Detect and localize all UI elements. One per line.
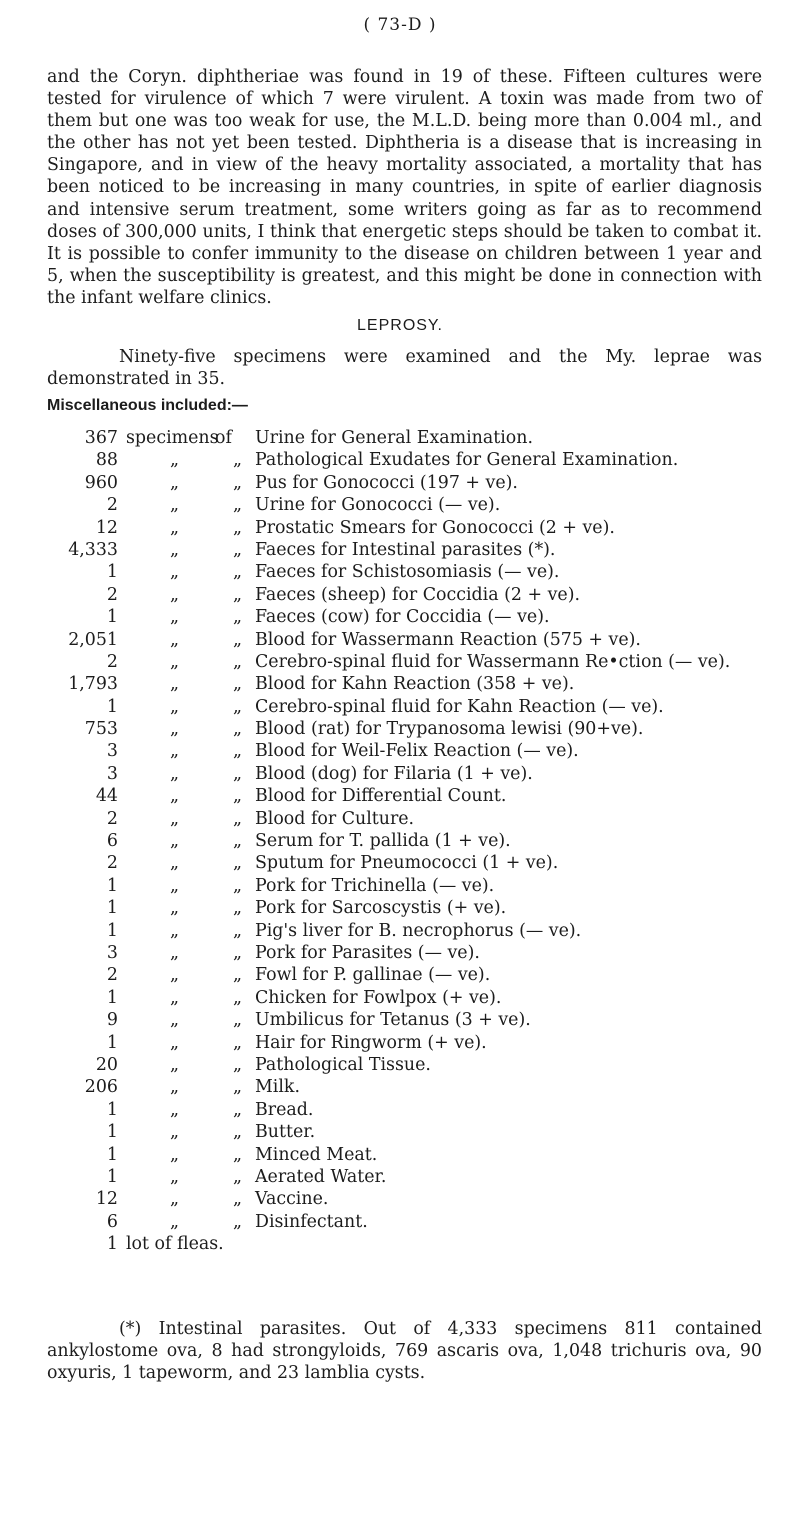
specimen-count: 2	[106, 495, 118, 516]
ditto-mark: „	[170, 741, 180, 762]
leprosy-paragraph: Ninety-five specimens were examined and the My. leprae was demonstrated in 35.	[47, 347, 762, 390]
ditto-mark: „	[233, 495, 243, 516]
specimen-count: 20	[95, 1054, 118, 1075]
ditto-mark: „	[233, 741, 243, 762]
specimen-count: 2,051	[68, 629, 118, 650]
specimen-description: Faeces (sheep) for Coccidia (2 + ve).	[255, 584, 581, 605]
ditto-mark: „	[233, 1189, 243, 1210]
ditto-mark: „	[170, 584, 180, 605]
specimen-count: 6	[106, 831, 118, 852]
specimen-count: 206	[84, 1077, 118, 1098]
specimen-count: 1	[106, 1099, 118, 1120]
specimen-description: lot of fleas.	[126, 1234, 224, 1255]
specimen-count: 1	[106, 875, 118, 896]
specimen-count: 753	[84, 719, 118, 740]
specimen-description: Blood for Kahn Reaction (358 + ve).	[255, 674, 575, 695]
page-number: ( 73-D )	[363, 15, 437, 35]
ditto-mark: „	[170, 607, 180, 628]
ditto-mark: „	[233, 450, 243, 471]
specimen-description: Blood for Differential Count.	[255, 786, 507, 807]
specimen-of: of	[215, 428, 232, 448]
specimen-description: Blood (dog) for Filaria (1 + ve).	[255, 763, 533, 784]
specimen-count: 1	[106, 1166, 118, 1187]
specimen-count: 2	[106, 965, 118, 986]
specimen-row	[0, 518, 800, 540]
specimen-row	[0, 585, 800, 607]
specimen-count: 88	[95, 450, 118, 471]
specimen-description: Disinfectant.	[255, 1211, 368, 1232]
specimen-row	[0, 943, 800, 965]
specimen-count: 9	[106, 1010, 118, 1031]
ditto-mark: „	[233, 1010, 243, 1031]
specimen-count: 1	[106, 607, 118, 628]
specimen-unit: specimens	[126, 428, 219, 448]
ditto-mark: „	[233, 808, 243, 829]
specimen-row	[0, 674, 800, 696]
ditto-mark: „	[233, 562, 243, 583]
specimen-count: 3	[106, 942, 118, 963]
specimen-count: 2	[106, 584, 118, 605]
ditto-mark: „	[170, 629, 180, 650]
specimen-description: Prostatic Smears for Gonococci (2 + ve).	[255, 517, 615, 538]
ditto-mark: „	[170, 1144, 180, 1165]
specimen-description: Faeces (cow) for Coccidia (— ve).	[255, 607, 550, 628]
specimen-description: Umbilicus for Tetanus (3 + ve).	[255, 1010, 531, 1031]
ditto-mark: „	[233, 831, 243, 852]
ditto-mark: „	[170, 965, 180, 986]
specimen-row	[0, 428, 800, 450]
specimen-description: Pig's liver for B. necrophorus (— ve).	[255, 920, 582, 941]
ditto-mark: „	[233, 696, 243, 717]
specimen-description: Pus for Gonococci (197 + ve).	[255, 472, 518, 493]
specimen-row	[0, 697, 800, 719]
specimen-description: Faeces for Schistosomiasis (— ve).	[255, 562, 560, 583]
ditto-mark: „	[170, 1211, 180, 1232]
specimen-row	[0, 1167, 800, 1189]
specimen-row	[0, 652, 800, 674]
specimen-description: Pathological Exudates for General Examination.	[255, 450, 679, 471]
specimen-description: Aerated Water.	[255, 1166, 387, 1187]
specimen-count: 2	[106, 808, 118, 829]
specimen-count: 2	[106, 651, 118, 672]
ditto-mark: „	[233, 719, 243, 740]
ditto-mark: „	[170, 674, 180, 695]
ditto-mark: „	[170, 651, 180, 672]
ditto-mark: „	[170, 763, 180, 784]
ditto-mark: „	[170, 450, 180, 471]
specimen-row	[0, 741, 800, 763]
specimen-row	[0, 1234, 800, 1256]
ditto-mark: „	[233, 517, 243, 538]
ditto-mark: „	[170, 831, 180, 852]
specimen-count: 960	[84, 472, 118, 493]
specimen-row	[0, 921, 800, 943]
specimen-row	[0, 719, 800, 741]
specimen-description: Pork for Trichinella (— ve).	[255, 875, 495, 896]
ditto-mark: „	[233, 1122, 243, 1143]
specimen-row	[0, 876, 800, 898]
specimen-row	[0, 764, 800, 786]
ditto-mark: „	[233, 853, 243, 874]
specimen-count: 12	[95, 517, 118, 538]
ditto-mark: „	[170, 1010, 180, 1031]
specimen-description: Blood for Culture.	[255, 808, 415, 829]
specimen-count: 12	[95, 1189, 118, 1210]
ditto-mark: „	[233, 898, 243, 919]
ditto-mark: „	[233, 472, 243, 493]
specimen-description: Milk.	[255, 1077, 300, 1098]
specimen-row	[0, 853, 800, 875]
specimen-row	[0, 495, 800, 517]
specimen-count: 1	[106, 562, 118, 583]
specimen-description: Cerebro-spinal fluid for Wassermann Re•ction (— ve).	[255, 651, 731, 672]
specimen-description: Cerebro-spinal fluid for Kahn Reaction (— ve).	[255, 696, 664, 717]
specimen-description: Sputum for Pneumococci (1 + ve).	[255, 853, 559, 874]
specimen-row	[0, 1033, 800, 1055]
specimen-description: Butter.	[255, 1122, 316, 1143]
specimen-description: Serum for T. pallida (1 + ve).	[255, 831, 511, 852]
specimen-row	[0, 898, 800, 920]
ditto-mark: „	[170, 853, 180, 874]
specimen-count: 4,333	[68, 539, 118, 560]
ditto-mark: „	[170, 495, 180, 516]
ditto-mark: „	[170, 1032, 180, 1053]
specimen-description: Chicken for Fowlpox (+ ve).	[255, 987, 502, 1008]
ditto-mark: „	[233, 987, 243, 1008]
ditto-mark: „	[233, 875, 243, 896]
ditto-mark: „	[170, 808, 180, 829]
ditto-mark: „	[170, 696, 180, 717]
ditto-mark: „	[170, 719, 180, 740]
specimen-row	[0, 562, 800, 584]
specimen-row	[0, 809, 800, 831]
specimen-row	[0, 1189, 800, 1211]
specimen-count: 44	[95, 786, 118, 807]
specimen-row	[0, 630, 800, 652]
specimen-description: Blood (rat) for Trypanosoma lewisi (90+ve).	[255, 719, 644, 740]
specimen-description: Urine for General Examination.	[255, 428, 533, 448]
specimen-count: 1	[106, 1032, 118, 1053]
specimen-description: Fowl for P. gallinae (— ve).	[255, 965, 491, 986]
specimen-count: 1	[106, 898, 118, 919]
specimen-count: 1	[106, 696, 118, 717]
specimen-count: 1	[106, 1234, 118, 1255]
ditto-mark: „	[233, 1077, 243, 1098]
specimen-row	[0, 786, 800, 808]
specimen-count: 1	[106, 987, 118, 1008]
specimen-row	[0, 1100, 800, 1122]
specimen-count: 6	[106, 1211, 118, 1232]
ditto-mark: „	[170, 472, 180, 493]
specimen-count: 1	[106, 920, 118, 941]
specimen-count: 3	[106, 741, 118, 762]
ditto-mark: „	[170, 1166, 180, 1187]
specimen-description: Blood for Wassermann Reaction (575 + ve).	[255, 629, 641, 650]
ditto-mark: „	[170, 1189, 180, 1210]
ditto-mark: „	[170, 920, 180, 941]
ditto-mark: „	[233, 1099, 243, 1120]
diphtheria-paragraph: and the Coryn. diphtheriae was found in 19 of these. Fifteen cultures were tested for virulence of which 7 were virulent. A toxin was made from two of them but one was too weak for use, the M.L.D. being more than 0.004 ml., and the other has not yet been tested. Diphtheria is a disease that is increasing in Singapore, and in view of the heavy mortality associated, a mortality that has been noticed to be increasing in many countries, in spite of earlier diagnosis and intensive serum treatment, some writers going as far as to recommend doses of 300,000 units, I think that energetic steps should be taken to combat it. It is possible to confer immunity to the disease on children between 1 year and 5, when the susceptibility is greatest, and this might be done in connection with the infant welfare clinics.	[47, 67, 762, 308]
ditto-mark: „	[233, 1211, 243, 1232]
specimen-description: Faeces for Intestinal parasites (*).	[255, 539, 556, 560]
specimen-row	[0, 1212, 800, 1234]
specimen-description: Minced Meat.	[255, 1144, 378, 1165]
specimen-count: 2	[106, 853, 118, 874]
ditto-mark: „	[170, 1099, 180, 1120]
ditto-mark: „	[233, 1032, 243, 1053]
specimen-row	[0, 607, 800, 629]
leprosy-heading: LEPROSY.	[357, 317, 443, 334]
specimen-description: Vaccine.	[255, 1189, 329, 1210]
specimen-description: Pathological Tissue.	[255, 1054, 431, 1075]
specimen-description: Pork for Parasites (— ve).	[255, 942, 480, 963]
specimen-count: 367	[84, 428, 118, 448]
ditto-mark: „	[233, 651, 243, 672]
ditto-mark: „	[170, 875, 180, 896]
ditto-mark: „	[233, 674, 243, 695]
specimen-row	[0, 1055, 800, 1077]
specimen-row	[0, 1077, 800, 1099]
ditto-mark: „	[233, 1054, 243, 1075]
specimen-count: 1	[106, 1144, 118, 1165]
ditto-mark: „	[170, 539, 180, 560]
specimen-count: 1	[106, 1122, 118, 1143]
ditto-mark: „	[233, 629, 243, 650]
ditto-mark: „	[170, 1054, 180, 1075]
ditto-mark: „	[233, 584, 243, 605]
specimen-row	[0, 1122, 800, 1144]
specimen-row	[0, 540, 800, 562]
ditto-mark: „	[170, 786, 180, 807]
specimen-description: Bread.	[255, 1099, 314, 1120]
specimen-row	[0, 473, 800, 495]
specimen-count: 3	[106, 763, 118, 784]
ditto-mark: „	[233, 607, 243, 628]
specimen-description: Pork for Sarcoscystis (+ ve).	[255, 898, 507, 919]
ditto-mark: „	[233, 965, 243, 986]
ditto-mark: „	[233, 1144, 243, 1165]
specimen-description: Blood for Weil-Felix Reaction (— ve).	[255, 741, 579, 762]
ditto-mark: „	[233, 942, 243, 963]
ditto-mark: „	[170, 517, 180, 538]
ditto-mark: „	[233, 1166, 243, 1187]
ditto-mark: „	[233, 763, 243, 784]
miscellaneous-heading: Miscellaneous included:—	[47, 397, 248, 414]
ditto-mark: „	[170, 562, 180, 583]
ditto-mark: „	[233, 786, 243, 807]
ditto-mark: „	[170, 1122, 180, 1143]
ditto-mark: „	[170, 987, 180, 1008]
specimen-count: 1,793	[68, 674, 118, 695]
footnote: (*) Intestinal parasites. Out of 4,333 specimens 811 contained ankylostome ova, 8 had strongyloids, 769 ascaris ova, 1,048 trichuris ova, 90 oxyuris, 1 tapeworm, and 23 lamblia cysts.	[47, 1319, 762, 1384]
specimen-list	[0, 428, 800, 1256]
specimen-description: Hair for Ringworm (+ ve).	[255, 1032, 487, 1053]
ditto-mark: „	[233, 920, 243, 941]
ditto-mark: „	[233, 539, 243, 560]
specimen-row	[0, 1145, 800, 1167]
specimen-row	[0, 1010, 800, 1032]
ditto-mark: „	[170, 942, 180, 963]
specimen-row	[0, 965, 800, 987]
specimen-description: Urine for Gonococci (— ve).	[255, 495, 501, 516]
specimen-row	[0, 988, 800, 1010]
ditto-mark: „	[170, 1077, 180, 1098]
specimen-row	[0, 450, 800, 472]
ditto-mark: „	[170, 898, 180, 919]
specimen-row	[0, 831, 800, 853]
